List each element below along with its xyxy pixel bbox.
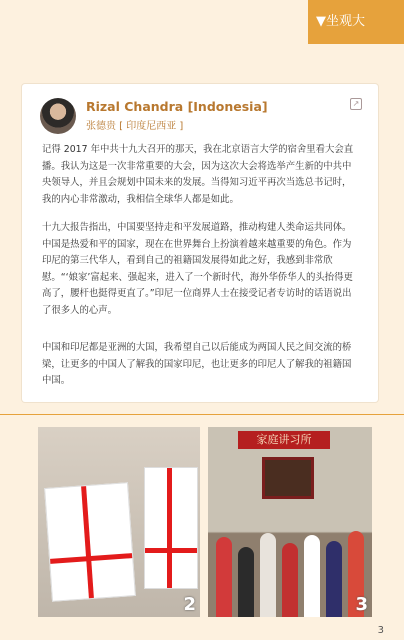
ribbon	[167, 468, 172, 588]
author-subname: 张德贵 [ 印度尼西亚 ]	[86, 121, 184, 132]
person	[260, 533, 276, 617]
divider	[0, 414, 404, 415]
paragraph-2: 十九大报告指出，中国要坚持走和平发展道路，推动构建人类命运共同体。中国是热爱和平的国家，现在在世界舞台上扮演着越来越重要的角色。作为印尼的第三代华人，看到自己的祖籍国发展得如此之好，我感到非常欣慰。“‘娘家’富起来、强起来，进入了一个新时代，海外华侨华人的头抬得更高了，腰杆也挺得更直了。”印尼一位商界人士在接受记者专访时的话语说出了很多人的心声。	[42, 222, 353, 316]
ribbon	[81, 486, 94, 598]
paragraph-3: 中国和印尼都是亚洲的大国，我希望自己以后能成为两国人民之间交流的桥梁，让更多的中国人了解我的国家印尼，也让更多的印尼人了解我的祖籍国中国。	[42, 342, 352, 386]
ribbon	[145, 548, 197, 553]
person	[216, 537, 232, 617]
section-tab: ▼坐观大	[308, 0, 404, 44]
photo-gathering	[208, 427, 372, 617]
testimonial-card	[22, 84, 378, 402]
avatar	[40, 98, 76, 134]
person	[238, 547, 254, 617]
share-icon[interactable]: ↗	[350, 98, 362, 110]
photo-number: 3	[355, 594, 368, 615]
photo-books	[38, 427, 200, 617]
author-name: Rizal Chandra [Indonesia]	[86, 99, 268, 114]
person	[326, 541, 342, 617]
photo-number: 2	[183, 594, 196, 615]
person	[282, 543, 298, 617]
window	[262, 457, 314, 499]
paragraph-1: 记得 2017 年中共十九大召开的那天，我在北京语言大学的宿舍里看大会直播。我认为这是一次非常重要的大会，因为这次大会将选举产生新的中共中央领导人，并且会规划中国未来的发展。当得知习近平再次当选总书记时，我的内心非常激动，我相信全球华人都是如此。	[42, 144, 354, 205]
book	[144, 467, 198, 589]
sign-board: 家庭讲习所	[238, 431, 330, 449]
person	[304, 535, 320, 617]
book	[44, 482, 136, 602]
page-number: 3	[377, 625, 384, 636]
